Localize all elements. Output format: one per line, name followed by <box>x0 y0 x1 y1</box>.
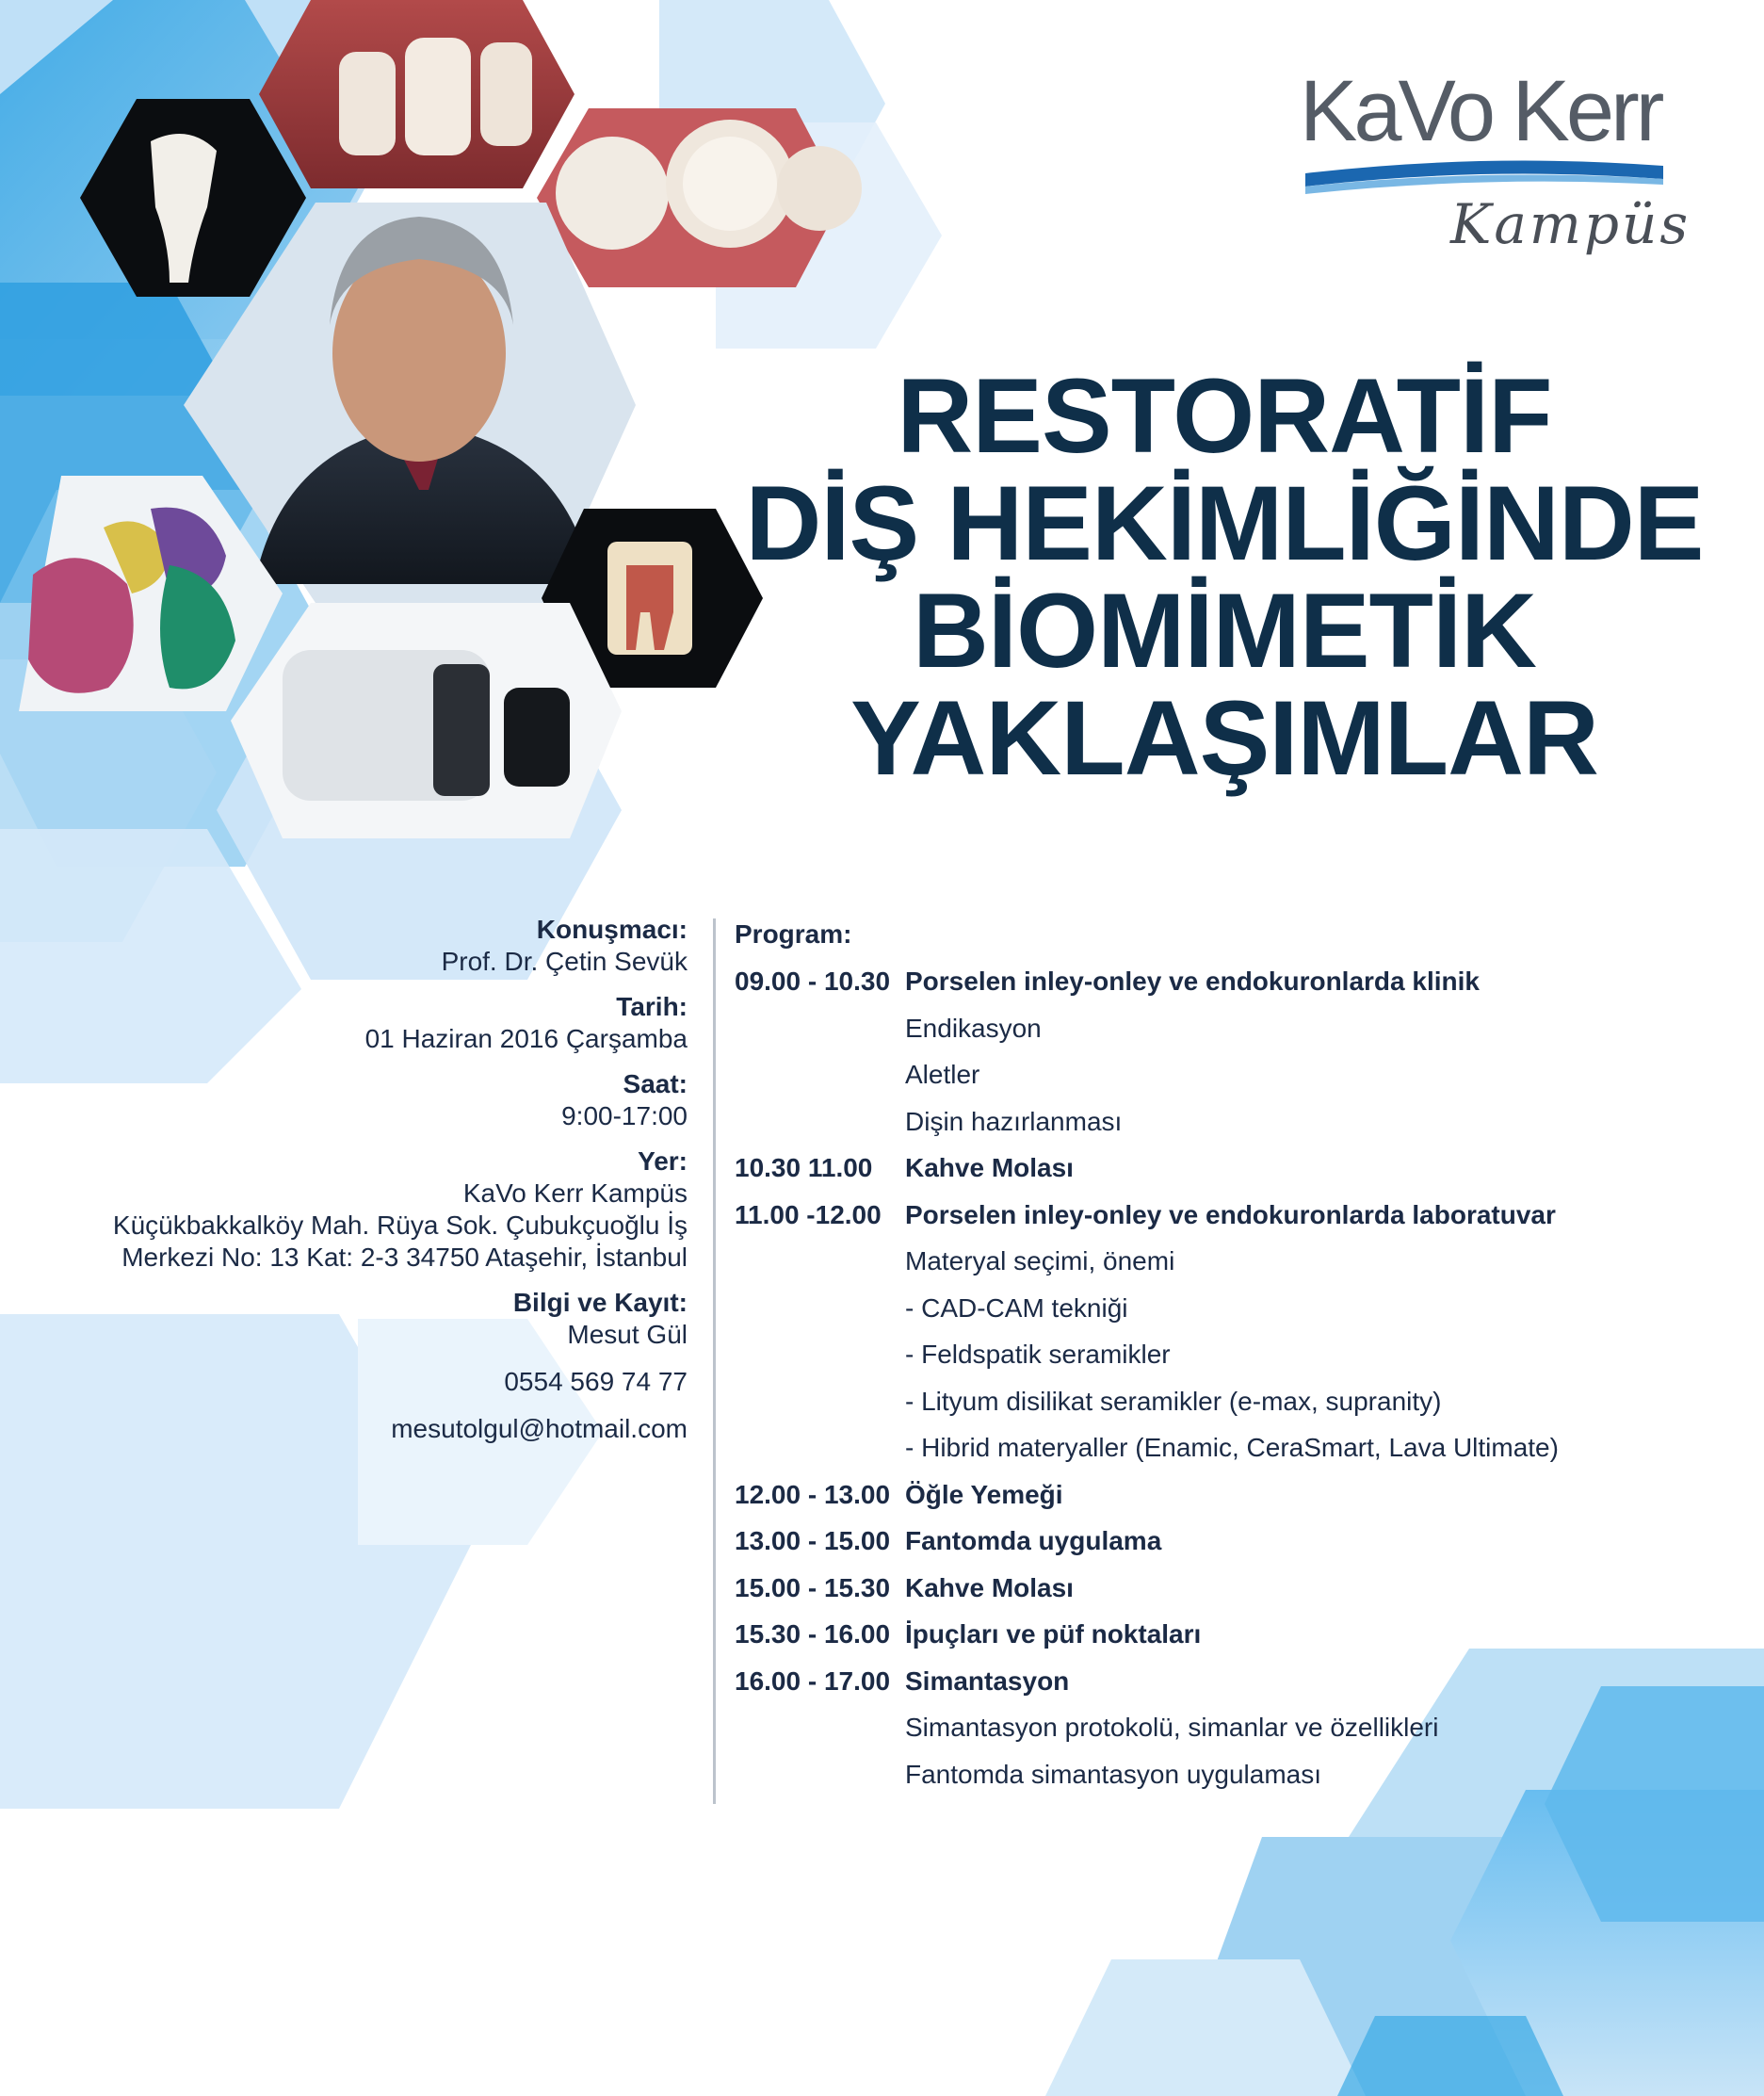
program-row-text: Simantasyon protokolü, simanlar ve özellikleri <box>905 1713 1439 1742</box>
program-row-text: Kahve Molası <box>905 1572 1074 1602</box>
program-row <box>735 1424 1742 1471</box>
date-label: Tarih: <box>616 992 688 1021</box>
program-row-time <box>735 1331 905 1378</box>
place-line: Merkezi No: 13 Kat: 2-3 34750 Ataşehir, İstanbul <box>121 1243 688 1272</box>
program-row-text: Dişin hazırlanması <box>905 1106 1123 1136</box>
program-row-time: 11.00 -12.00 <box>735 1199 882 1229</box>
kavo-kerr-logo <box>1300 63 1691 275</box>
program-row <box>735 1704 1742 1751</box>
program-row <box>735 1145 1742 1192</box>
program-row <box>735 1751 1742 1798</box>
program-row-time <box>735 1378 905 1425</box>
program-row <box>735 1331 1742 1378</box>
program-row-text: - Lityum disilikat seramikler (e-max, supranity) <box>905 1386 1442 1416</box>
program-row-time: 15.00 - 15.30 <box>735 1572 891 1602</box>
program-row <box>735 1238 1742 1285</box>
contact-phone: 0554 569 74 77 <box>504 1367 688 1396</box>
program-row-time <box>735 1285 905 1332</box>
program-label: Program: <box>735 919 852 949</box>
program-row <box>735 1611 1742 1658</box>
program-row-text: Fantomda uygulama <box>905 1526 1162 1555</box>
photo-hex-teeth-preparation <box>259 0 575 188</box>
speaker-label: Konuşmacı: <box>536 915 688 944</box>
program-row-text: Simantasyon <box>905 1665 1070 1696</box>
program-row <box>735 1471 1742 1519</box>
program-row <box>735 1098 1742 1145</box>
program-row <box>735 1658 1742 1705</box>
program-row <box>735 1378 1742 1425</box>
place-line: Küçükbakkalköy Mah. Rüya Sok. Çubukçuoğlu İş <box>112 1210 688 1240</box>
program-row-time: 10.30 11.00 <box>735 1153 873 1182</box>
program-row-time: 12.00 - 13.00 <box>735 1479 891 1509</box>
program-row-text: Fantomda simantasyon uygulaması <box>905 1759 1321 1789</box>
place-label: Yer: <box>638 1146 688 1176</box>
title-line-4: YAKLAŞIMLAR <box>850 679 1598 797</box>
program-rows <box>735 958 1742 1797</box>
program-row-time: 09.00 - 10.30 <box>735 967 891 996</box>
contact-name: Mesut Gül <box>567 1320 688 1349</box>
program-row <box>735 958 1742 1005</box>
program-row-time <box>735 1704 905 1751</box>
program-row-text: - Hibrid materyaller (Enamic, CeraSmart, Lava Ultimate) <box>905 1433 1559 1462</box>
program-row <box>735 1518 1742 1565</box>
speaker-name: Prof. Dr. Çetin Sevük <box>441 947 688 976</box>
event-date: 01 Haziran 2016 Çarşamba <box>364 1024 688 1053</box>
program-row-text: Materyal seçimi, önemi <box>905 1246 1175 1275</box>
column-divider <box>713 918 716 1804</box>
photo-hex-milling-machine <box>231 603 622 838</box>
program-row-text: - CAD-CAM tekniği <box>905 1292 1128 1323</box>
program-row-text: Öğle Yemeği <box>905 1479 1063 1509</box>
program-row-time <box>735 1051 905 1098</box>
program-row <box>735 1565 1742 1612</box>
program-row-time: 16.00 - 17.00 <box>735 1665 891 1696</box>
title-line-3: BİOMİMETİK <box>913 572 1536 690</box>
event-time: 9:00-17:00 <box>561 1101 688 1130</box>
title-line-2: DİŞ HEKİMLİĞİNDE <box>745 464 1704 582</box>
time-label: Saat: <box>623 1069 688 1098</box>
contact-email: mesutolgul@hotmail.com <box>391 1414 688 1443</box>
event-info <box>57 914 688 1445</box>
program-row-text: Endikasyon <box>905 1013 1042 1043</box>
contact-label: Bilgi ve Kayıt: <box>512 1288 688 1317</box>
program-row-time <box>735 1751 905 1798</box>
place-line: KaVo Kerr Kampüs <box>462 1178 688 1208</box>
program-row-text: İpuçları ve püf noktaları <box>905 1619 1202 1649</box>
program-row-time <box>735 1005 905 1052</box>
program-row-time: 13.00 - 15.00 <box>735 1526 891 1555</box>
program-row-time <box>735 1424 905 1471</box>
logo-brand-text: KaVo Kerr <box>1300 63 1661 159</box>
program-row-text: Kahve Molası <box>905 1153 1074 1182</box>
program-row <box>735 1005 1742 1052</box>
program-row-text: Porselen inley-onley ve endokuronlarda klinik <box>905 967 1480 996</box>
program-row-text: Porselen inley-onley ve endokuronlarda laboratuvar <box>905 1199 1556 1229</box>
event-title <box>716 357 1733 797</box>
logo-subtitle: Kampüs <box>1450 192 1691 256</box>
program-row-time <box>735 1098 905 1145</box>
program-row <box>735 1192 1742 1239</box>
title-line-1: RESTORATİF <box>897 357 1552 475</box>
program-schedule <box>735 918 1742 1797</box>
program-row-time <box>735 1238 905 1285</box>
program-row-text: - Feldspatik seramikler <box>905 1340 1171 1369</box>
program-row <box>735 1051 1742 1098</box>
program-row <box>735 1285 1742 1332</box>
program-row-time: 15.30 - 16.00 <box>735 1619 891 1649</box>
program-row-text: Aletler <box>905 1060 980 1089</box>
